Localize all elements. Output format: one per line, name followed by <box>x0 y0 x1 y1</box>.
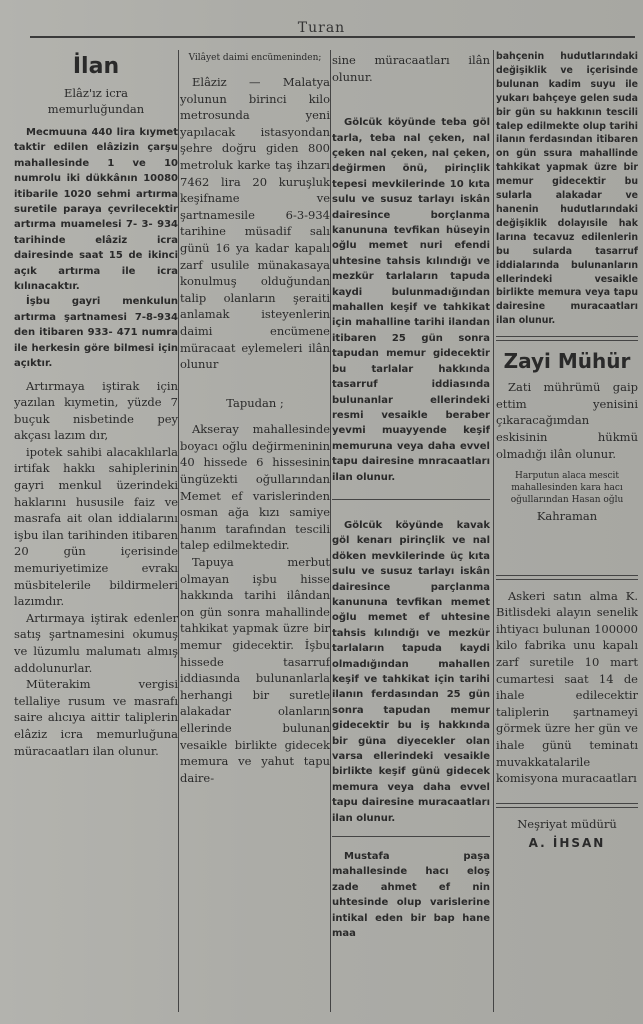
footer-label: Neşriyat müdürü <box>517 816 617 831</box>
bahce-notice-text: bahçenin hudutlarındaki değişiklik ve içerisinde bulunan kadim suyu ile yukarı bahçeye gelen suda bir gün su hakkının tescili talep edilmekte olup tarihi ilanın ferdasından itibaren on gün ssura mahallinde tahkikat yapmak üzre bir memur gidecektir bu sularla alakadar ve hanenin hudutlarındaki değişiklik dolayısile hak larına tecavuz edilenlerin bu sularda tasarruf iddialarında bulunanların ellerindeki vesaikle birlikte memura veya tapu dairesine muracaatları ilan olunur. <box>496 51 638 327</box>
column-4 <box>496 44 638 850</box>
golcuk-notice-text: Gölcük köyünde kavak göl kenarı pirinçlik ve nal döken mevkilerinde üç kıta sulu ve susuz tarlayı iskân dairesince parçlanma kanununa tevfikan memet oğlu memet ef uhtesine tahsis kılındığı ve mezkür tarlaların tapuda kaydi olmadığından mahallen keşif ve tahkikat için tarihi ilanın ferdasından 25 gün sonra tapudan memur gidecektir bu iş hakkında bir güna diyecekler olan varsa ellerindeki vesaikle birlikte keşif günü gidecek memura veya daha evvel tapu dairesine muracaatları ilan olunur. <box>332 519 490 824</box>
column-divider <box>178 50 179 1012</box>
page-header <box>0 0 643 40</box>
column-2 <box>180 44 330 786</box>
zayi-muhur-heading: Zayi Mühür <box>503 349 631 374</box>
tapu-notice-text: Akseray mahallesinde boyacı oğlu değirmeninin 40 hissede 6 hissesinin üngüzekti oğullarından Memet ef varislerinden osman ağa kızı samiye hanım tarafından tescili talep edilmektedir. <box>180 422 330 553</box>
column-divider <box>493 50 494 1012</box>
ilan-heading: İlan <box>72 54 120 79</box>
notice-divider <box>496 575 638 580</box>
column-1 <box>14 44 178 759</box>
icra-notice-text: Artırmaya iştirak için yazılan kıymetin, yüzde 7 buçuk nisbetinde pey akçası lazım dır, <box>14 378 178 443</box>
zayi-signature-name: Kahraman <box>536 509 598 524</box>
icra-notice-text: Müterakim vergisi tellaliye rusum ve masrafı saire alıcıya aittir taliplerin elâziz icra memurluğuna müracaatları ilan olunur. <box>14 677 178 758</box>
zayi-muhur-text: Zati mührümü gaip ettim yenisini çıkaracağımdan eskisinin hükmü olmadığı ilân olunur. <box>496 380 638 461</box>
icra-notice-text: Artırmaya iştirak edenler satış şartnamesini okumuş ve lüzumlu malumatı almış addolunurlar. <box>14 610 178 675</box>
newspaper-title: Turan <box>297 20 346 36</box>
footer-signature: A. İHSAN <box>528 836 606 851</box>
icra-notice-text: İşbu gayri menkulun artırma şartnamesi 7-8-934 den itibaren 933- 471 numra ile herkesin göre bilmesi için açıktır. <box>14 296 178 370</box>
tapu-heading: Tapudan ; <box>226 395 284 410</box>
mustafa-pasa-notice-text: Mustafa paşa mahallesinde hacı eloş zade ahmet ef nin uhtesinde olup varislerine intikal eden bir bap hane maa <box>332 851 490 940</box>
tapu-notice-text: Tapuya merbut olmayan işbu hisse hakkında tarihi ilândan on gün sonra mahallinde tahkikat yapmak üzre bir memur gidecektir. İşbu hissede tasarruf iddiasında bulunanlarla herhangi bir suretle alakadar olanların ellerinde bulunan vesaikle birlikte gidecek memura ve yahut tapu daire- <box>180 555 330 785</box>
footer-divider <box>496 803 638 808</box>
notice-divider <box>496 336 638 341</box>
notice-divider <box>332 499 490 500</box>
icra-notice-text: ipotek sahibi alacaklılarla irtifak hakkı sahiplerinin gayri menkul üzerindeki haklarını hususile faiz ve masrafa ait olan iddialarını işbu ilan tarihinden itibaren 20 gün içerisinde memuriyetimize evrakı müsbitelerile bildirmeleri lazımdır. <box>14 444 178 609</box>
tapu-notice-continued: sine müracaatları ilân olunur. <box>332 53 490 84</box>
icra-notice-text: Mecmuuna 440 lira kıymet taktir edilen elâzizin çarşu mahallesinde 1 ve 10 numrolu iki dükkânın 10080 itibarile 1020 sehmi artırma suretile paraya çevrilecektir artırma muamelesi 7- 3- 934 tarihinde elâziz icra dairesinde saat 15 de ikinci açık artırma ile icra kılınacaktır. <box>14 127 178 293</box>
encumen-heading: Vilâyet daimi encümeninden; <box>188 53 322 63</box>
icra-subheading: Elâz'ız icra memurluğundan <box>47 86 145 116</box>
column-3 <box>332 44 490 942</box>
column-divider <box>330 50 331 1012</box>
askeri-notice-text: Askeri satın alma K. Bitlisdeki alayın senelik ihtiyacı bulunan 100000 kilo fabrika unu kapalı zarf suretile 10 mart cumartesi saat 14 de ihale edilecektir taliplerin şartnameyi görmek üzre her gün ve ihale günü teminatı muvakkatalarile komisyona muracaatları <box>496 588 638 786</box>
notice-divider <box>332 836 490 837</box>
golcuk-notice-text: Gölcük köyünde teba göl tarla, teba nal çeken, nal çeken nal çeken, nal çeken, değirmen önü, pirinçlik tepesi mevkilerinde 10 kıta sulu ve susuz tarlayı iskân dairesince borçlanma kanununa tevfikan hüseyin oğlu memet nuri efendi uhtesine tahsis kılındığı ve mezkür tarlaların tapuda kaydi bulunmadığından mahallen keşif ve tahkikat için mahalline tarihi ilandan itibaren 25 gün sonra tapudan memur gidecektir bu tarlalar hakkında tasarruf iddiasında bulunanlar ellerindeki resmi vesaikle beraber yevmi muayyende keşif memuruna veya daha evvel tapu dairesine mnracaatları ilan olunur. <box>332 117 490 483</box>
zayi-signature-address: Harputun alaca mescit mahallesinden kara hacı oğullarından Hasan oğlu <box>510 471 624 506</box>
header-rule <box>30 36 635 38</box>
encumen-notice-text: Elâziz — Malatya yolunun birinci kilo metrosunda yeni yapılacak istasyondan şehre doğru giden 800 metroluk karke taş ihzarı 7462 lira 20 kuruşluk keşifname ve şartnamesile 6-3-934 tarihine müsadif salı günü 16 ya kadar kapalı zarf usulile münakasaya konulmuş olduğundan talip olanların şeraiti anlamak isteyenlerin daimi encümene müracaat eylemeleri ilân olunur <box>180 75 330 372</box>
